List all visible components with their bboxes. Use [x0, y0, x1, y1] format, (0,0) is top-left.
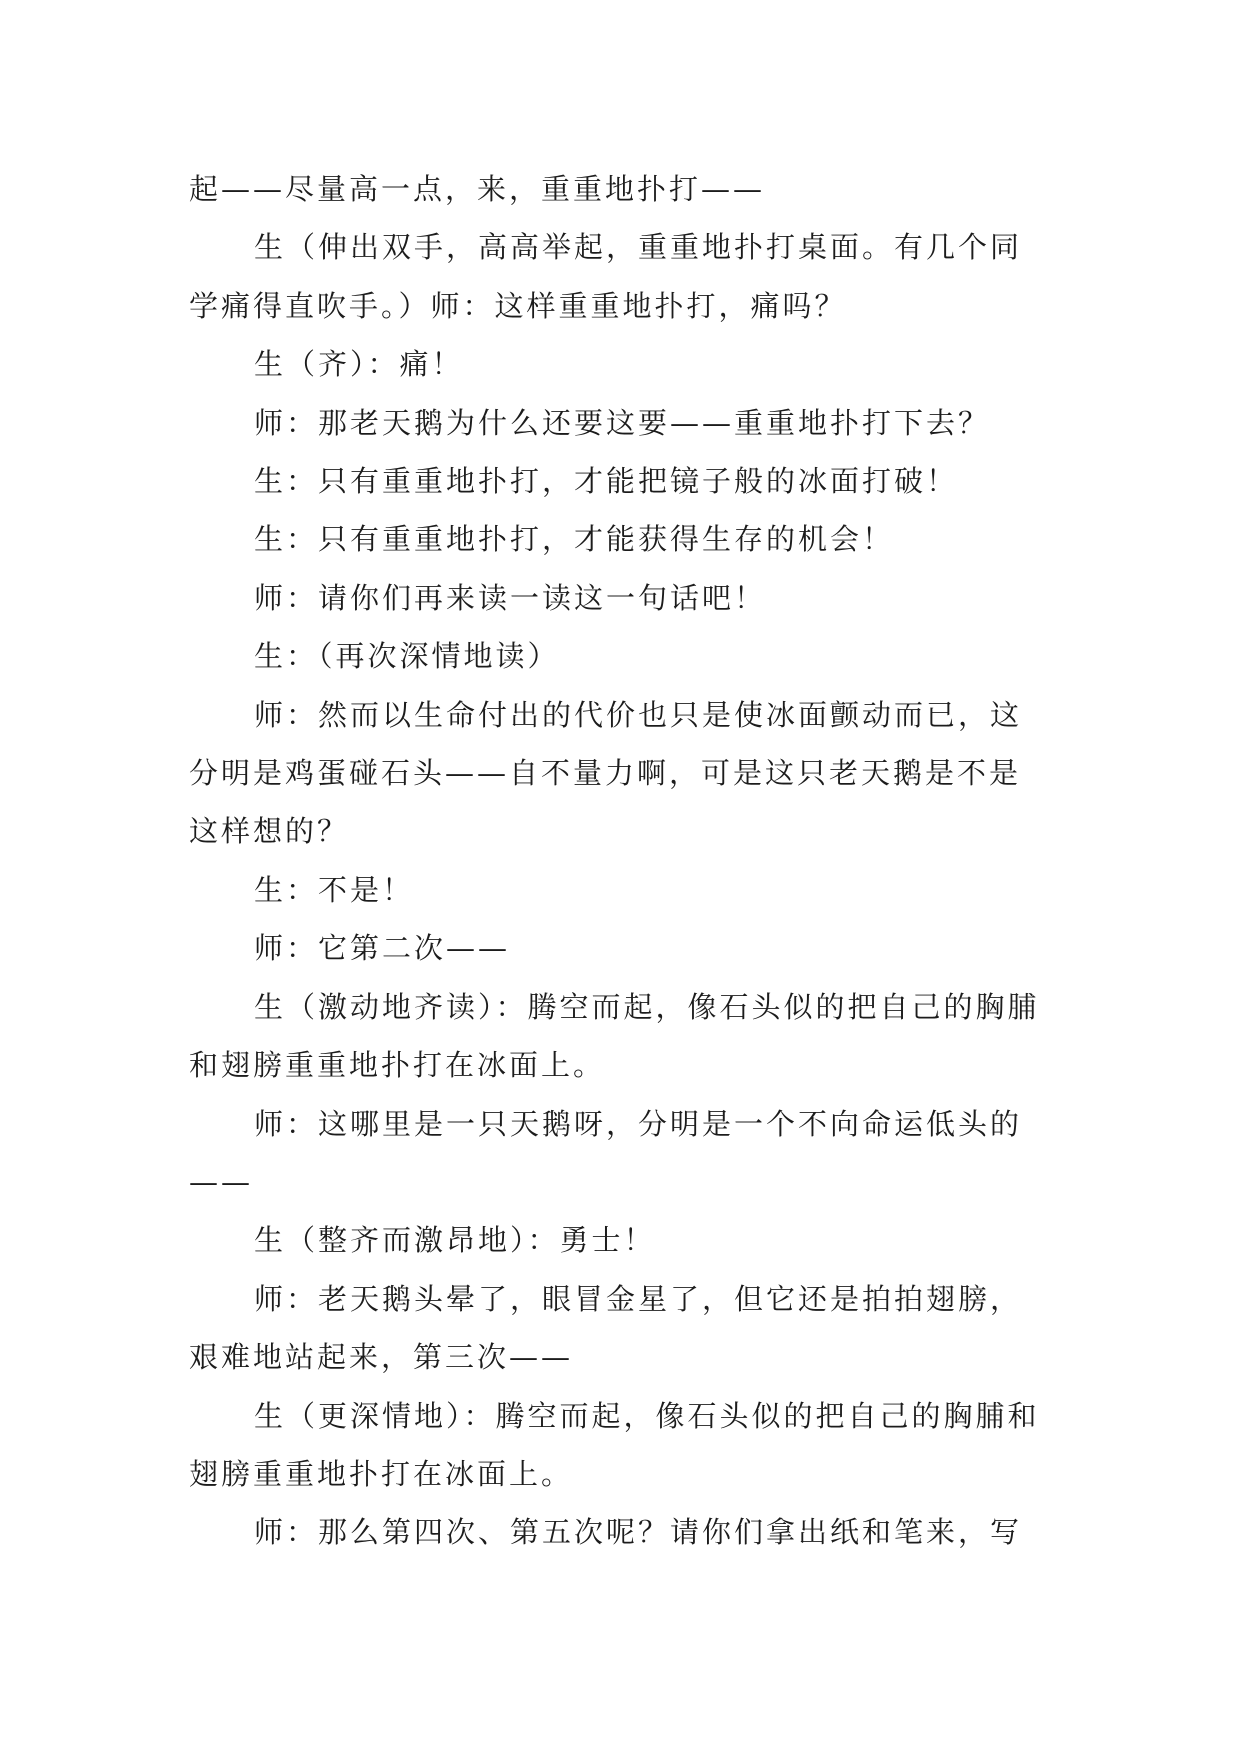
paragraph: 师：那么第四次、第五次呢？请你们拿出纸和笔来，写: [254, 1515, 1023, 1550]
paragraph: 起——尽量高一点，来，重重地扑打——: [189, 172, 766, 206]
document-body: [189, 160, 1051, 1562]
paragraph: 师：它第二次——: [254, 931, 511, 966]
paragraph: 生：只有重重地扑打，才能获得生存的机会！: [254, 522, 895, 557]
paragraph: 生（整齐而激昂地）：勇士！: [254, 1223, 656, 1258]
paragraph: 生：不是！: [254, 872, 415, 907]
paragraph: 师：然而以生命付出的代价也只是使冰面颤动而已，这分明是鸡蛋碰石头——自不量力啊，可是这只老天鹅是不是这样想的？: [189, 697, 1023, 849]
paragraph: 师：老天鹅头晕了，眼冒金星了，但它还是拍拍翅膀，艰难地站起来，第三次——: [189, 1281, 1023, 1375]
paragraph: 生（齐）：痛！: [254, 347, 464, 382]
paragraph: 生：只有重重地扑打，才能把镜子般的冰面打破！: [254, 464, 959, 499]
paragraph: 师：那老天鹅为什么还要这要——重重地扑打下去？: [254, 405, 991, 440]
paragraph: 生（伸出双手，高高举起，重重地扑打桌面。有几个同学痛得直吹手。）师：这样重重地扑打，痛吗？: [189, 230, 1023, 323]
paragraph: 生（更深情地）：腾空而起，像石头似的把自己的胸脯和翅膀重重地扑打在冰面上。: [189, 1398, 1040, 1491]
paragraph: 师：这哪里是一只天鹅呀，分明是一个不向命运低头的——: [189, 1106, 1023, 1199]
paragraph: 生（激动地齐读）：腾空而起，像石头似的把自己的胸脯和翅膀重重地扑打在冰面上。: [189, 989, 1040, 1083]
paragraph: 师：请你们再来读一读这一句话吧！: [254, 580, 767, 615]
paragraph: 生：（再次深情地读）: [254, 639, 560, 674]
